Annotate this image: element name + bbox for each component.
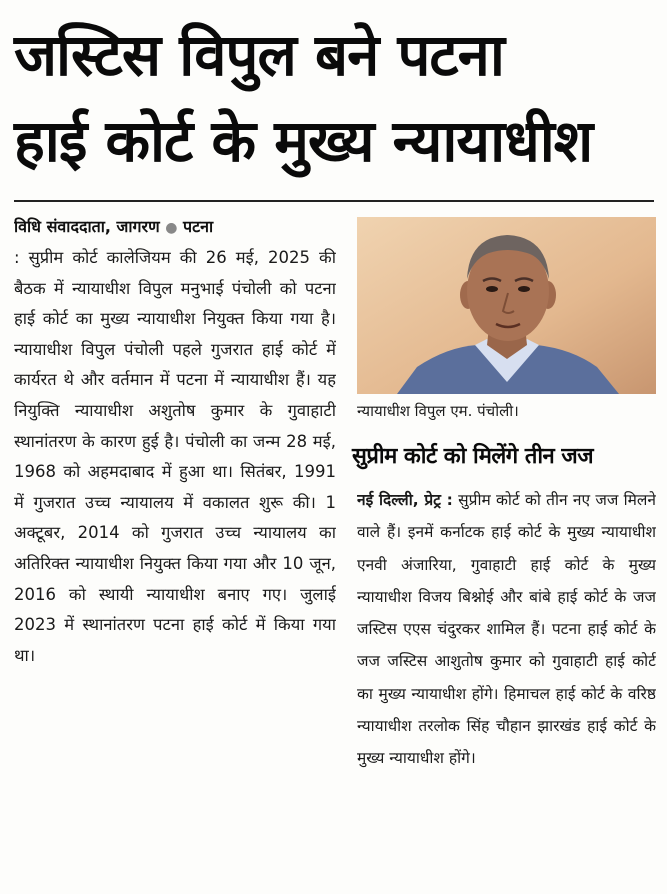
judge-photo: [357, 217, 656, 394]
photo-caption: न्यायाधीश विपुल एम. पंचोली।: [357, 402, 519, 420]
side-story: [357, 484, 656, 888]
headline-line-2: हाई कोर्ट के मुख्य न्यायाधीश: [14, 107, 593, 175]
headline-divider: [14, 200, 654, 202]
headline-line-1: जस्टिस विपुल बने पटना: [14, 21, 504, 89]
dateline-separator-icon: ●: [165, 220, 178, 236]
dateline-byline: विधि संवाददाता, जागरण: [14, 217, 160, 236]
side-story-dateline: नई दिल्ली, प्रेट्र :: [357, 491, 453, 509]
side-story-text: [357, 484, 656, 775]
left-eye: [486, 286, 498, 292]
dateline-city: पटना: [183, 217, 214, 236]
main-story-dateline: [14, 212, 336, 243]
main-story: [14, 212, 336, 888]
side-story-body: सुप्रीम कोर्ट को तीन नए जज मिलने वाले हैं। इनमें कर्नाटक हाई कोर्ट के मुख्य न्यायाधीश एनवी अंजारिया, गुवाहाटी हाई कोर्ट के मुख्य न्यायाधीश विजय बिश्नोई और बांबे हाई कोर्ट के जज जस्टिस एएस चंदुरकर शामिल हैं। पटना हाई कोर्ट के जज जस्टिस आशुतोष कुमार को गुवाहाटी हाई कोर्ट का मुख्य न्यायाधीश होंगे। हिमाचल हाई कोर्ट के वरिष्ठ न्यायाधीश तरलोक सिंह चौहान झारखंड हाई कोर्ट के मुख्य न्यायाधीश होंगे।: [357, 491, 656, 768]
headline: [14, 12, 659, 184]
right-eye: [518, 286, 530, 292]
side-story-headline: सुप्रीम कोर्ट को मिलेंगे तीन जज: [352, 444, 594, 469]
main-story-body: : सुप्रीम कोर्ट कालेजियम की 26 मई, 2025 की बैठक में न्यायाधीश विपुल मनुभाई पंचोली को पटना हाई कोर्ट का मुख्य न्यायाधीश नियुक्त किया गया है। न्यायाधीश विपुल पंचोली पहले गुजरात हाई कोर्ट में कार्यरत थे और वर्तमान में पटना में न्यायाधीश हैं। यह नियुक्ति न्यायाधीश अशुतोष कुमार के गुवाहाटी स्थानांतरण के कारण हुई है। पंचोली का जन्म 28 मई, 1968 को अहमदाबाद में हुआ था। सितंबर, 1991 में गुजरात उच्च न्यायालय में वकालत शुरू की। 1 अक्टूबर, 2014 को गुजरात उच्च न्यायालय का अतिरिक्त न्यायाधीश नियुक्त किया गया और 10 जून, 2016 को स्थायी न्यायाधीश बनाए गए। जुलाई 2023 में स्थानांतरण पटना हाई कोर्ट में किया गया था।: [14, 248, 336, 665]
